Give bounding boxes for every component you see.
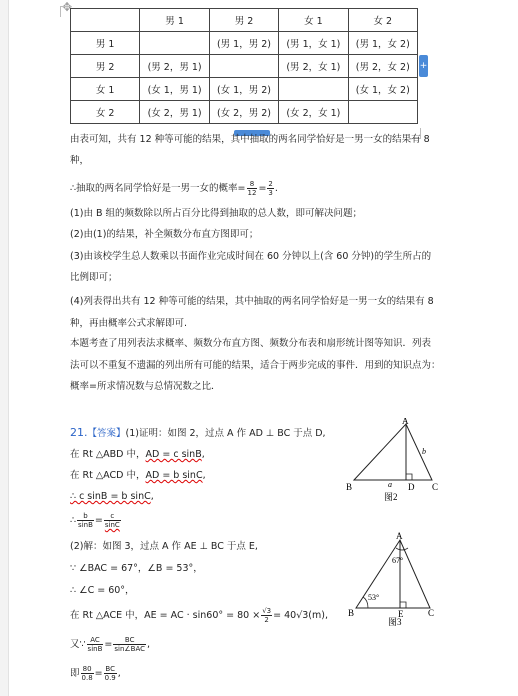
table-cell	[71, 9, 140, 32]
q21-line: ∴ ∠C = 60°，	[70, 585, 135, 596]
figure-caption: 图3	[388, 617, 402, 626]
text-run: ,	[150, 491, 154, 502]
label-c: C	[432, 482, 439, 492]
text-run: (1)证明：如图 2，过点 A 作 AD ⊥ BC 于点 D,	[125, 428, 326, 439]
review-line: 概率=所求情况数与总情况数之比．	[70, 381, 221, 392]
table-cell: (男 1，女 2)	[348, 32, 417, 55]
table-row	[71, 32, 418, 55]
q21-line	[70, 470, 206, 482]
table-cell: 女 2	[71, 101, 140, 124]
label-c: C	[428, 608, 435, 618]
analysis-line: (2)由(1)的结果，补全频数分布直方图即可；	[70, 229, 259, 240]
denominator: 0.9	[104, 674, 116, 682]
table-row	[71, 55, 418, 78]
text-run: =	[94, 668, 103, 679]
fraction	[77, 512, 94, 529]
angle-a-label: 67°	[392, 556, 404, 565]
q21-line	[70, 491, 154, 503]
fraction	[104, 512, 121, 529]
text-run: 在 Rt △ACD 中，	[70, 470, 146, 481]
label-b: B	[348, 608, 355, 618]
text-run: ∴	[70, 515, 77, 526]
text-run: 在 Rt △ACE 中，AE = AC · sin60° = 80 ×	[70, 610, 261, 621]
numerator: √3	[262, 607, 272, 615]
q21-line: (2)解：如图 3，过点 A 作 AE ⊥ BC 于点 E,	[70, 541, 258, 552]
text-run: ,	[202, 470, 206, 481]
table-cell	[279, 78, 348, 101]
numerator: BC	[113, 636, 146, 645]
denominator: 2	[264, 616, 269, 624]
label-d: D	[408, 482, 415, 492]
denominator: sinB	[87, 645, 103, 653]
figure-caption: 图2	[384, 492, 398, 502]
table-cell: 男 1	[71, 32, 140, 55]
spell-check-underlined-text: AD = c sinB	[145, 449, 202, 460]
table-row	[71, 101, 418, 124]
label-b: B	[346, 482, 353, 492]
numerator: 2	[268, 180, 273, 188]
spell-check-underlined-text: AD = b sinC	[145, 470, 203, 481]
text-run: ∴抽取的两名同学恰好是一男一女的概率=	[70, 183, 246, 194]
table-cell: 男 2	[71, 55, 140, 78]
table-cell	[348, 101, 417, 124]
table-row	[71, 78, 418, 101]
table-cell	[140, 32, 209, 55]
table-cell: 男 2	[209, 9, 278, 32]
table-cell: (女 1，男 2)	[209, 78, 278, 101]
q21-line: ∵ ∠BAC = 67°，∠B = 53°，	[70, 563, 203, 574]
table-cell: (男 1，女 1)	[279, 32, 348, 55]
text-run: =	[94, 515, 103, 526]
right-angle-mark	[400, 602, 406, 608]
text-run: ,	[117, 668, 121, 679]
numerator: c	[104, 512, 121, 521]
denominator: 12	[247, 189, 257, 197]
numerator: BC	[105, 665, 115, 673]
summary-line: 由表可知，共有 12 种等可能的结果，其中抽取的两名同学恰好是一男一女的结果有 8	[70, 134, 430, 145]
table-cell: (男 1，男 2)	[209, 32, 278, 55]
add-column-button[interactable]: +	[419, 55, 428, 77]
page-left-margin	[0, 0, 9, 696]
denominator: sinC	[104, 521, 120, 529]
answer-tag: 【答案】	[87, 428, 126, 439]
fraction	[261, 607, 272, 624]
table-move-handle-icon[interactable]: ✥	[62, 0, 73, 14]
figure-2-triangle	[340, 418, 460, 502]
q21-line	[70, 512, 122, 529]
numerator: AC	[87, 636, 104, 645]
analysis-line: 种，再由概率公式求解即可.	[70, 318, 188, 329]
table-cell	[209, 55, 278, 78]
fraction	[87, 636, 104, 653]
fraction	[247, 180, 258, 197]
q21-line	[70, 449, 205, 461]
label-a: A	[402, 418, 409, 426]
numerator: 80	[81, 665, 94, 674]
figure-3-triangle	[346, 530, 458, 626]
text-run: =	[104, 639, 113, 650]
q21-line	[70, 665, 121, 682]
numerator: 8	[247, 180, 258, 189]
fraction	[113, 636, 146, 653]
summary-line: 种，	[70, 155, 90, 166]
numerator: b	[77, 512, 94, 521]
text-run: .	[274, 183, 278, 194]
table-cell: (女 1，男 1)	[140, 78, 209, 101]
table-cell: (女 2，男 1)	[140, 101, 209, 124]
outcome-table	[70, 8, 418, 124]
text-run: =	[258, 183, 267, 194]
text-run: ,	[147, 639, 151, 650]
analysis-line: (3)由该校学生总人数乘以书面作业完成时间在 60 分钟以上(含 60 分钟)的学生所占的	[70, 251, 432, 262]
text-run: ,	[201, 449, 205, 460]
table-cell: 女 2	[348, 9, 417, 32]
denominator: 0.8	[81, 674, 93, 682]
fraction	[81, 665, 94, 682]
q21-line	[70, 636, 150, 653]
table-header-row	[71, 9, 418, 32]
q21-line	[70, 427, 326, 440]
table-cell: (男 2，男 1)	[140, 55, 209, 78]
table-cell: (女 1，女 2)	[348, 78, 417, 101]
denominator: sin∠BAC	[114, 645, 146, 653]
table-cell: 男 1	[140, 9, 209, 32]
table-cell: (女 2，女 1)	[279, 101, 348, 124]
review-line: 本题考查了用列表法求概率、频数分布直方图、频数分布表和扇形统计图等知识．列表	[70, 338, 432, 349]
table-cell: (女 2，男 2)	[209, 101, 278, 124]
table-cell: (男 2，女 2)	[348, 55, 417, 78]
analysis-line: 比例即可；	[70, 272, 118, 283]
table-cell: 女 1	[279, 9, 348, 32]
label-e: E	[398, 609, 404, 619]
analysis-line: (4)列表得出共有 12 种等可能的结果，其中抽取的两名同学恰好是一男一女的结果有 8	[70, 296, 434, 307]
label-side-b: b	[422, 447, 426, 456]
review-line: 法可以不重复不遗漏的列出所有可能的结果，适合于两步完成的事件．用到的知识点为：	[70, 360, 441, 371]
label-a: A	[396, 531, 403, 541]
text-run: 即	[70, 668, 80, 679]
q21-line	[70, 607, 328, 624]
right-angle-mark	[406, 474, 412, 480]
probability-line	[70, 180, 278, 197]
analysis-line: (1)由 B 组的频数除以所占百分比得到抽取的总人数，即可解决问题；	[70, 208, 363, 219]
denominator: 3	[268, 189, 273, 197]
fraction	[104, 665, 117, 682]
angle-a-arc	[396, 548, 408, 550]
denominator: sinB	[78, 521, 93, 529]
text-run: = 40√3(m),	[273, 610, 328, 621]
label-side-a: a	[388, 480, 392, 489]
angle-b-label: 53°	[368, 593, 380, 602]
triangle-abc	[354, 424, 432, 480]
question-number: 21.	[70, 426, 88, 439]
table-cell: (男 2，女 1)	[279, 55, 348, 78]
text-run: 在 Rt △ABD 中，	[70, 449, 146, 460]
fraction	[267, 180, 273, 197]
table-cell: 女 1	[71, 78, 140, 101]
spell-check-underlined-text: ∴ c sinB = b sinC	[70, 491, 151, 502]
text-run: 又∵	[70, 639, 86, 650]
